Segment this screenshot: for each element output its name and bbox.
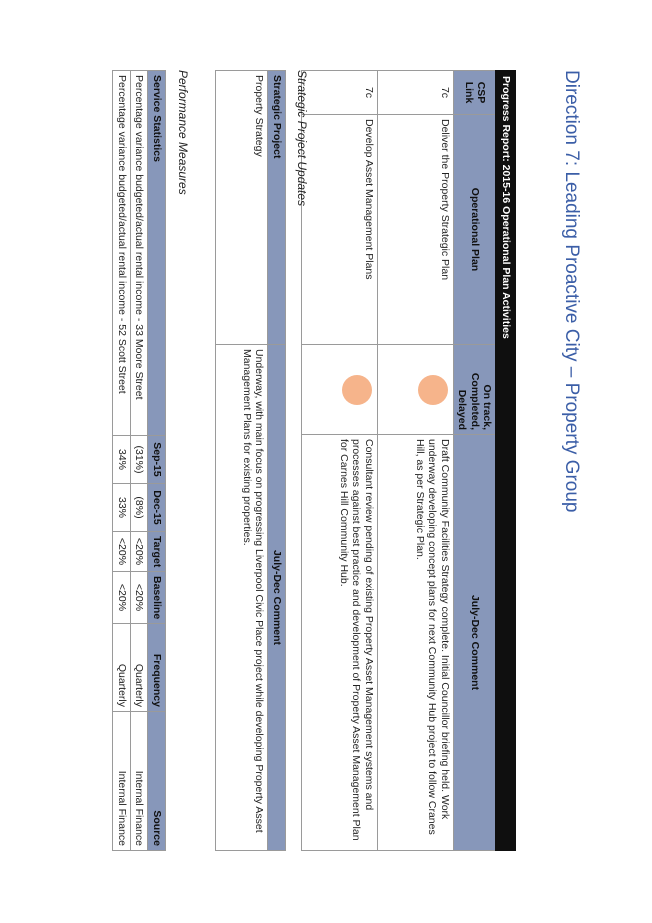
col-baseline: Baseline (148, 572, 166, 624)
target-cell: <20% (131, 532, 149, 572)
baseline-cell: <20% (113, 572, 131, 624)
col-status: On track, Completed, Delayed (454, 345, 497, 435)
source-cell: Internal Finance (113, 712, 131, 851)
operational-plan-cell: Develop Asset Management Plans (302, 115, 378, 345)
col-strategic-project: Strategic Project (268, 71, 286, 345)
progress-report-header: Progress Report: 2015-16 Operational Plan Activities (496, 71, 516, 851)
table-row (131, 71, 149, 851)
dec15-cell: 33% (113, 484, 131, 532)
status-cell (378, 345, 454, 435)
strategic-updates-label: Strategic Project Updates (295, 70, 309, 207)
service-cell: Percentage variance budgeted/actual rental income - 33 Moore Street (131, 71, 149, 436)
strategic-updates-table (216, 70, 287, 851)
page-title: Direction 7: Leading Proactive City – Property Group (561, 70, 582, 513)
frequency-cell: Quarterly (131, 624, 149, 712)
col-service-statistics: Service Statistics (148, 71, 166, 436)
service-cell: Percentage variance budgeted/actual rental income - 52 Scott Street (113, 71, 131, 436)
status-circle-icon (342, 375, 372, 405)
col-csp-link: CSP Link (454, 71, 497, 115)
comment-cell: Consultant review pending of existing Property Asset Management systems and processes against best practice and development of Property Asset Management Plan for Carnes Hill Community Hub. (302, 435, 378, 851)
table-row (378, 71, 454, 851)
performance-measures-table (113, 70, 167, 851)
col-source: Source (148, 712, 166, 851)
col-frequency: Frequency (148, 624, 166, 712)
col-comment: July-Dec Comment (454, 435, 497, 851)
target-cell: <20% (113, 532, 131, 572)
frequency-cell: Quarterly (113, 624, 131, 712)
progress-report-table (301, 70, 516, 851)
col-strategic-comment: July-Dec Comment (268, 345, 286, 851)
comment-cell: Draft Community Facilities Strategy complete. Initial Councillor briefing held. Work underway developing concept plans for next Community Hub project to follow Cranes Hill, as per Strategic Plan. (378, 435, 454, 851)
csp-link-cell: 7c (378, 71, 454, 115)
strategic-project-cell: Property Strategy (216, 71, 268, 345)
col-dec15: Dec-15 (148, 484, 166, 532)
table-row (113, 71, 131, 851)
csp-link-cell: 7c (302, 71, 378, 115)
col-target: Target (148, 532, 166, 572)
table-row (302, 71, 378, 851)
strategic-comment-cell: Underway, with main focus on progressing Liverpool Civic Place project while developing Property Asset Management Plans for existing properties. (216, 345, 268, 851)
status-circle-icon (418, 375, 448, 405)
dec15-cell: (8%) (131, 484, 149, 532)
performance-measures-label: Performance Measures (176, 70, 190, 195)
sep15-cell: (31%) (131, 436, 149, 484)
col-operational-plan: Operational Plan (454, 115, 497, 345)
source-cell: Internal Finance (131, 712, 149, 851)
baseline-cell: <20% (131, 572, 149, 624)
table-row (216, 71, 268, 851)
col-sep15: Sep-15 (148, 436, 166, 484)
sep15-cell: 34% (113, 436, 131, 484)
status-cell (302, 345, 378, 435)
operational-plan-cell: Deliver the Property Strategic Plan (378, 115, 454, 345)
